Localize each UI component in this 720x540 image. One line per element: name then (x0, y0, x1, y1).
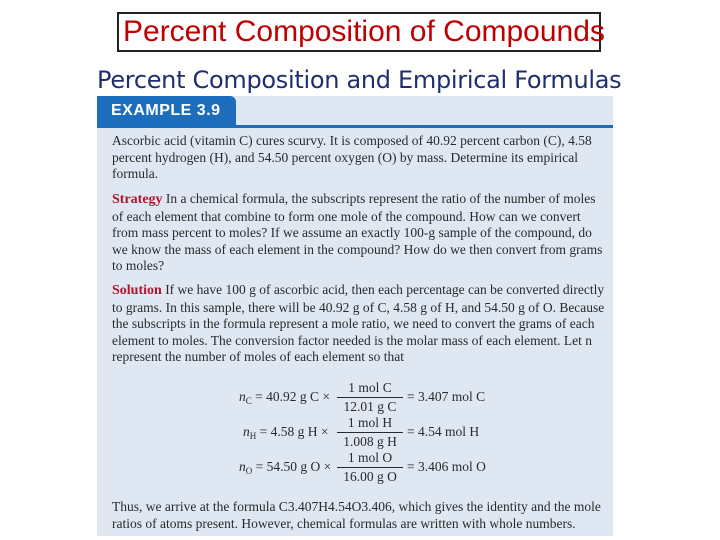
eq-subscript: O (245, 466, 253, 476)
eq-subscript: H (249, 431, 257, 441)
strategy-heading: Strategy (112, 192, 163, 207)
fraction-numerator: 1 mol H (337, 415, 403, 433)
example-tab (97, 96, 236, 125)
fraction-denominator: 12.01 g C (343, 399, 397, 414)
eq-result-carbon: = 3.407 mol C (407, 389, 486, 404)
conclusion-text: Thus, we arrive at the formula C3.407H4.54O3.406, which gives the identity and the mole ratios of atoms present. However, chemical formulas are written with whole numbers. (112, 499, 601, 531)
problem-text: Ascorbic acid (vitamin C) cures scurvy. It is composed of 40.92 percent carbon (C), 4.58 percent hydrogen (H), and 54.50 percent oxygen (O) by mass. Determine its empirical formula. (112, 133, 592, 181)
fraction-carbon (337, 380, 403, 415)
fraction-hydrogen (337, 415, 403, 450)
eq-lhs: = 4.58 g H × (259, 424, 329, 439)
eq-symbol: n (239, 389, 246, 404)
equation-carbon (239, 389, 330, 406)
eq-lhs: = 54.50 g O × (255, 459, 332, 474)
fraction-oxygen (337, 450, 403, 485)
example-rule (97, 125, 613, 128)
solution-text: If we have 100 g of ascorbic acid, then each percentage can be converted directly to grams. In this sample, there will be 40.92 g of C, 4.58 g of H, and 54.50 g of O. Because the subscripts in the formula represent a mole ratio, we need to convert the grams of each element to moles. The conversion factor needed is the molar mass of each element. Let n represent the number of moles of each element so that (112, 282, 605, 364)
equation-oxygen (239, 459, 331, 476)
eq-symbol: n (243, 424, 250, 439)
slide-title: Percent Composition of Compounds (123, 15, 605, 48)
example-panel (97, 96, 613, 536)
example-tab-label: EXAMPLE 3.9 (111, 102, 221, 119)
eq-lhs: = 40.92 g C × (255, 389, 330, 404)
eq-result-oxygen: = 3.406 mol O (407, 459, 486, 474)
equation-hydrogen (243, 424, 328, 441)
eq-symbol: n (239, 459, 246, 474)
fraction-denominator: 1.008 g H (343, 434, 397, 449)
eq-result-hydrogen: = 4.54 mol H (407, 424, 480, 439)
strategy-text: In a chemical formula, the subscripts represent the ratio of the number of moles of each element that combine to form one mole of the compound. How can we convert from mass percent to moles? If we assume an exactly 100-g sample of the compound, do we know the mass of each element in the compound? How do we then convert from grams to moles? (112, 191, 603, 273)
slide-subtitle: Percent Composition and Empirical Formulas (97, 66, 622, 94)
solution-heading: Solution (112, 283, 162, 298)
eq-subscript: C (245, 396, 252, 406)
fraction-numerator: 1 mol O (337, 450, 403, 468)
fraction-numerator: 1 mol C (337, 380, 403, 398)
solution-paragraph (112, 282, 607, 366)
strategy-paragraph (112, 191, 607, 275)
fraction-denominator: 16.00 g O (343, 469, 397, 484)
